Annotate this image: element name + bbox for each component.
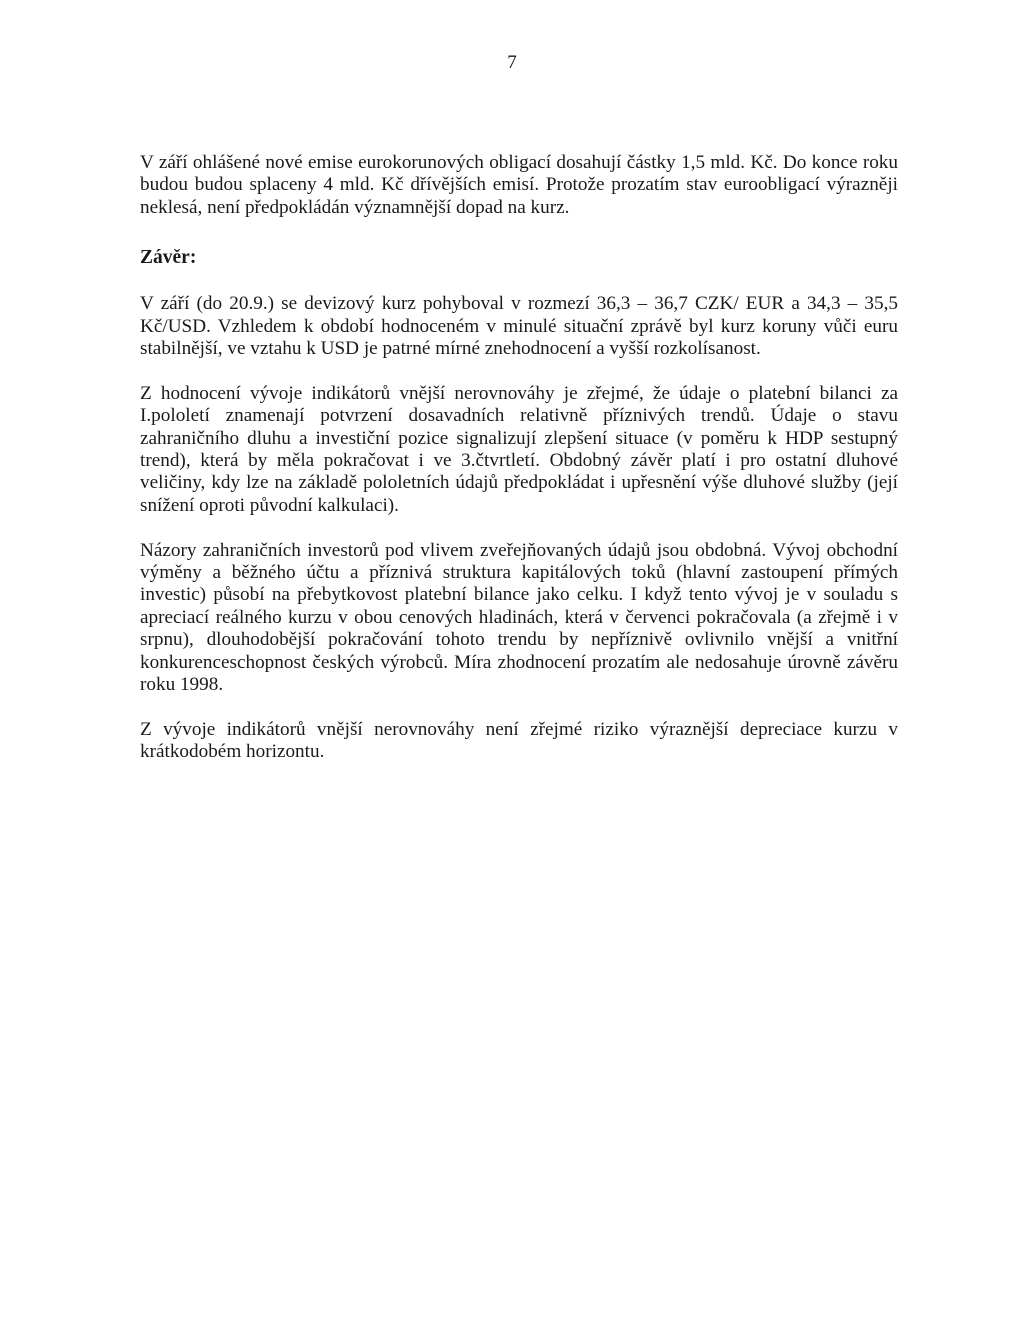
paragraph-exchange-rate: V září (do 20.9.) se devizový kurz pohyboval v rozmezí 36,3 – 36,7 CZK/ EUR a 34,3 – 35,5 Kč/USD. Vzhledem k období hodnoceném v minulé situační zprávě byl kurz koruny vůči euru stabilnější, ve vztahu k USD je patrné mírné znehodnocení a vyšší rozkolísanost. <box>140 293 898 360</box>
section-heading-conclusion: Závěr: <box>140 247 197 269</box>
page-number: 7 <box>507 52 517 73</box>
paragraph-depreciation-risk: Z vývoje indikátorů vnější nerovnováhy není zřejmé riziko výraznější depreciace kurzu v krátkodobém horizontu. <box>140 718 898 763</box>
paragraph-eurobonds: V září ohlášené nové emise eurokorunových obligací dosahují částky 1,5 mld. Kč. Do konce roku budou budou splaceny 4 mld. Kč dřívějších emisí. Protože prozatím stav euroobligací výrazněji neklesá, není předpokládán významnější dopad na kurz. <box>140 152 898 218</box>
document-body <box>140 152 898 764</box>
paragraph-external-imbalance: Z hodnocení vývoje indikátorů vnější nerovnováhy je zřejmé, že údaje o platební bilanci za I.pololetí znamenají potvrzení dosavadních relativně příznivých trendů. Údaje o stavu zahraničního dluhu a investiční pozice signalizují zlepšení situace (v poměru k HDP sestupný trend), která by měla pokračovat i ve 3.čtvrtletí. Obdobný závěr platí i pro ostatní dluhové veličiny, kdy lze na základě pololetních údajů předpokládat i upřesnění výše dluhové služby (její snížení oproti původní kalkulaci). <box>140 382 898 516</box>
paragraph-foreign-investors: Názory zahraničních investorů pod vlivem zveřejňovaných údajů jsou obdobná. Vývoj obchodní výměny a běžného účtu a příznivá struktura kapitálových toků (hlavní zastoupení přímých investic) působí na přebytkovost platební bilance jako celku. I když tento vývoj je v souladu s apreciací reálného kurzu v obou cenových hladinách, která v červenci pokračovala (a zřejmě i v srpnu), dlouhodobější pokračování tohoto trendu by nepříznivě ovlivnilo vnější a vnitřní konkurenceschopnost českých výrobců. Míra zhodnocení prozatím ale nedosahuje úrovně závěru roku 1998. <box>140 539 898 696</box>
